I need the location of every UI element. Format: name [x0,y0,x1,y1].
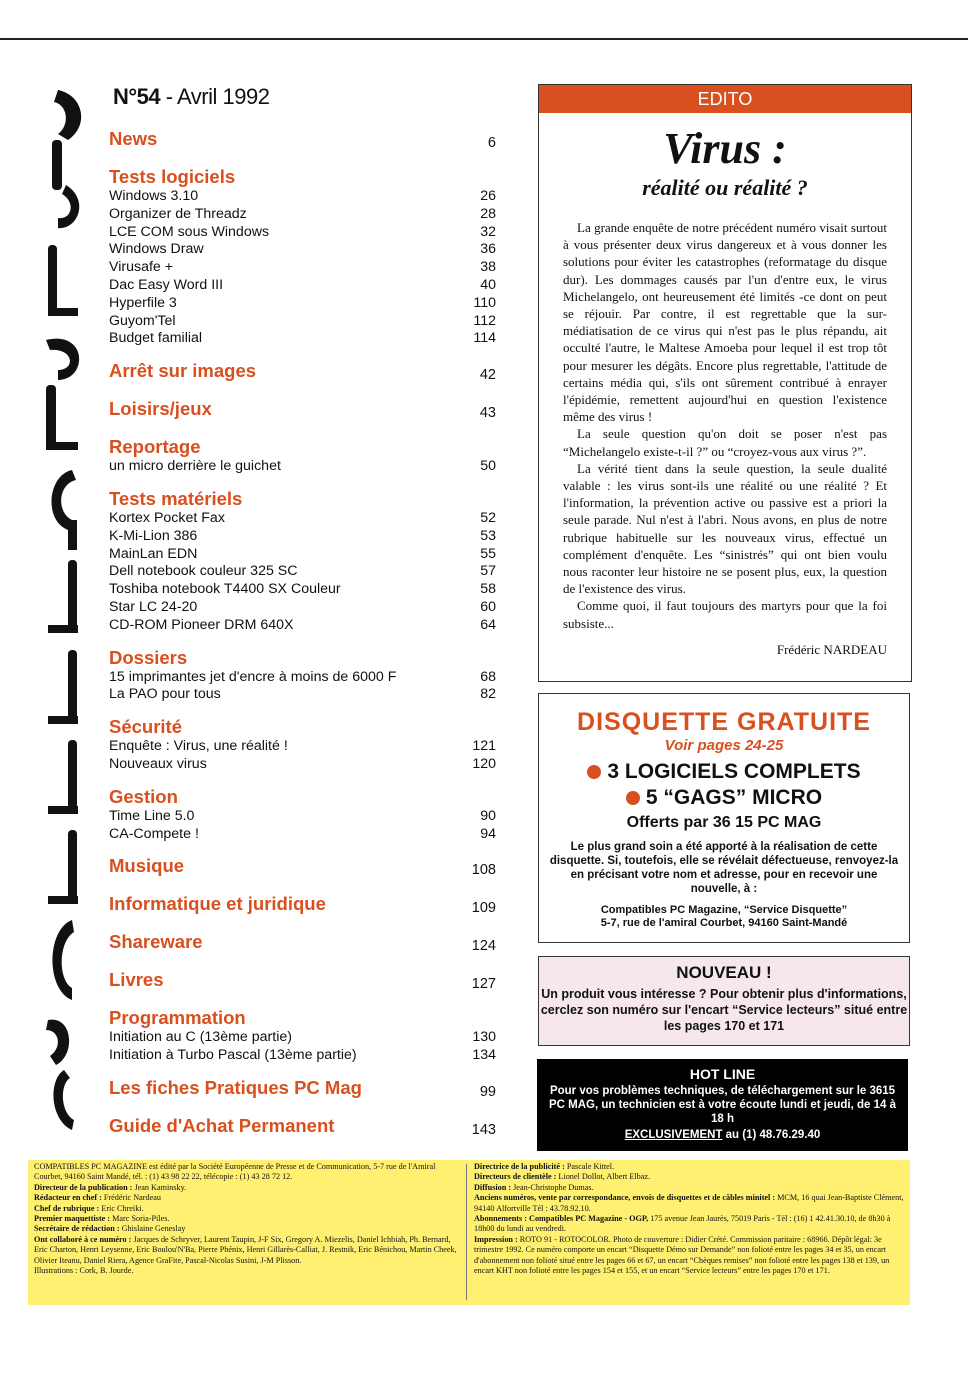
toc-section-heading [109,398,499,424]
toc-section-title: Loisirs/jeux [109,398,212,420]
toc-section-heading [109,969,499,995]
credit-text: Frédéric Nardeau [101,1193,161,1203]
toc-item [109,510,499,528]
toc-item-label: un micro derrière le guichet [109,458,281,475]
edito-paragraph: Comme quoi, il faut toujours des martyrs pour que la foi subsiste... [563,598,887,631]
toc-item-label: Organizer de Threadz [109,205,247,222]
toc-section-heading [109,488,499,510]
toc-section-heading [109,128,499,154]
hotline-phone: au (1) 48.76.29.40 [722,1129,821,1141]
disquette-note: Le plus grand soin a été apporté à la réalisation de cette disquette. Si, toutefois, elle se révélait défectueuse, renvoyez-la en précisant votre nom et adresse, pour en recevoir une nouvelle, à : [549,841,899,895]
toc-item [109,756,499,774]
toc-section-heading [109,786,499,808]
toc-section-heading [109,1007,499,1029]
toc-page-number: 6 [487,135,496,151]
toc-section-title: Tests matériels [109,487,243,509]
toc-item [109,581,499,599]
toc-item-label: Time Line 5.0 [109,807,195,824]
toc-section-title: Reportage [109,436,201,458]
toc-page-number: 58 [480,581,496,598]
toc-section-heading [109,716,499,738]
disquette-address [539,904,909,930]
credit-text: Marc Soria-Piles. [110,1214,170,1224]
credits-right [474,1162,904,1276]
credit-line [34,1204,462,1214]
toc-item-label: Dell notebook couleur 325 SC [109,563,298,580]
issue-header [113,84,269,110]
toc-item-label: K-Mi-Lion 386 [109,527,198,544]
hotline-exclusive-word: EXCLUSIVEMENT [624,1129,723,1141]
edito-subtitle: réalité ou réalité ? [642,175,808,200]
credit-line [474,1183,904,1193]
disquette-title: DISQUETTE GRATUITE [577,708,871,736]
credit-role: Rédacteur en chef : [34,1193,102,1203]
toc-page-number: 121 [472,738,496,755]
toc-page-number: 134 [472,1047,496,1064]
toc-page-number: 94 [480,825,496,842]
toc-section [109,786,499,844]
disquette-address-line-2: 5-7, rue de l'amiral Courbet, 94160 Saint-Mandé [600,917,848,929]
toc-page-number: 99 [479,1083,496,1100]
toc-item [109,617,499,635]
toc-item-label: Hyperfile 3 [109,294,177,311]
toc-item [109,295,499,313]
toc-page-number: 52 [480,509,496,526]
toc-page-number: 28 [480,205,496,222]
sommaire-logo [28,80,98,1140]
credit-text: Jacques de Schryver, Laurent Taupin, J-F Six, Gregory A. Miezelis, Daniel Ichbiah, Ph. Bernard, Eric Charton, Henri Leysenne, Eric Boulou'N'Ba, Pierre Phénix, Henri Gillarès-Calliat, J. Restnik, Eric Bénichou, Martin Cheek, Olivier Iteanu, Daniel Riera, Agence GraFite, Pascal-Nicolas Susini, J-M Plisson. [34,1234,457,1265]
toc-item [109,330,499,348]
toc-page-number: 127 [471,976,496,993]
toc-section [109,855,499,881]
toc-item-label: Initiation à Turbo Pascal (13ème partie) [109,1047,357,1064]
credit-text: Illustrations : Cork, B. Jourde. [34,1266,134,1276]
credit-text: Pascale Kittel. [564,1162,615,1171]
credit-role: Anciens numéros, vente par correspondance, envois de disquettes et de câbles minitel : [474,1193,776,1203]
toc-item-label: Star LC 24-20 [109,598,198,615]
credit-role: Chef de rubrique : [34,1203,100,1213]
toc-section-title: Informatique et juridique [109,893,326,915]
toc-section-title: News [109,128,158,149]
toc-item [109,259,499,277]
toc-section-title: Les fiches Pratiques PC Mag [109,1076,362,1098]
toc-page-number: 130 [472,1029,496,1046]
toc-section [109,931,499,957]
toc-item [109,188,499,206]
toc-section [109,166,499,348]
edito-body [563,219,887,632]
toc-item [109,669,499,687]
credit-role: Impression : [474,1234,518,1244]
disquette-line-2 [539,786,909,810]
credit-role: Directeur de la publication : [34,1182,133,1192]
credit-line [34,1183,462,1193]
toc-item [109,313,499,331]
credits-divider [466,1164,467,1300]
toc-page-number: 43 [479,405,496,422]
toc-item-label: Windows 3.10 [109,188,199,204]
toc-item-label: Dac Easy Word III [109,276,224,293]
toc-item [109,224,499,242]
top-scan-band [0,0,968,40]
toc-item-label: Budget familial [109,330,203,347]
disquette-subtitle: Voir pages 24-25 [664,737,784,754]
toc-page-number: 108 [471,862,496,879]
edito-paragraph: La vérité tient dans la seule question, la seule dualité valable : les virus sont-ils une réalité ou une réalité ? Et l'information, la prévention active ou passive est a priori la seule parade. Nul n'est à l'abri. Nous avons, en plus de notre rubrique habituelle sur les nouveaux virus, effectué un complément d'enquête. Les “sinistrés” qui ont bien voulu nous raconter leur histoire ne se posent plus, eux, la question de l'existence des virus. [563,460,887,597]
toc-page-number: 50 [480,458,496,475]
toc-page-number: 60 [480,598,496,615]
disquette-address-line-1: Compatibles PC Magazine, “Service Disquette” [600,904,848,916]
toc-page-number: 38 [480,259,496,276]
toc-item [109,738,499,756]
toc-section-title: Sécurité [109,716,183,738]
credit-text: Lionel Dollot, Albert Elbaz. [556,1172,651,1182]
toc-page-number: 90 [480,807,496,824]
toc-item [109,206,499,224]
toc-section-heading [109,166,499,188]
credit-line [34,1162,462,1183]
toc-section-heading [109,360,499,386]
toc-item [109,826,499,844]
toc-section-title: Shareware [109,931,203,953]
toc-page-number: 32 [480,223,496,240]
credit-text: COMPATIBLES PC MAGAZINE est édité par la Société Européenne de Presse et de Communication, 5-7 rue de l'Amiral Courbet, 94160 Saint Mandé, tél. : (1) 43 98 22 22, télécopie : (1) 43 28 72 12. [34,1162,436,1182]
toc-page-number: 57 [480,563,496,580]
toc-page-number: 68 [480,668,496,685]
toc-section-title: Tests logiciels [109,166,236,187]
toc-section [109,716,499,774]
edito-paragraph: La grande enquête de notre précédent numéro visait surtout à vous présenter deux virus dangereux et à vous donner les solutions pour éviter les catastrophes (reformatage du disque dur). Les dommages causés par l'un d'entre eux, le virus Michelangelo, ont heureusement été limités -ce dont on peut se réjouir. Par contre, il est regrettable que la sur-médiatisation de ce virus qui n'est pas le plus répandu, ait occulté l'autre, le Maltese Amoeba pour lequel il est trop tôt pour mesurer les dégâts. Encore plus regrettable, l'attitude de certains média qui, s'ils ont sûrement contribué à enrayer l'épidémie, remettent aujourd'hui en question l'existence même des virus ! [563,220,887,425]
toc-item-label: Nouveaux virus [109,755,207,772]
disquette-line-2-text: 5 “GAGS” MICRO [645,786,823,809]
toc-section-heading [109,1115,499,1141]
toc-item-label: CA-Compete ! [109,825,199,842]
toc-item-label: Virusafe + [109,259,174,276]
toc-item [109,277,499,295]
toc-section-heading [109,931,499,957]
toc-section-title: Dossiers [109,646,188,668]
toc-section [109,1077,499,1103]
toc-page-number: 42 [479,367,496,384]
credit-line [34,1235,462,1266]
toc-section-heading [109,1077,499,1103]
toc-page-number: 26 [480,188,496,204]
credit-text: MCM, 16 quai Jean-Baptiste Clément, 94140 Alfortville Tél : 43.78.92.10. [474,1193,904,1213]
credit-text: Jean Kaminsky. [132,1182,187,1192]
toc-section-title: Guide d'Achat Permanent [109,1114,335,1136]
disquette-box [538,693,910,943]
toc-page-number: 55 [480,545,496,562]
toc-item [109,546,499,564]
issue-number: N°54 [113,84,161,109]
credit-role: Premier maquettiste : [34,1214,111,1224]
toc-item-label: MainLan EDN [109,545,198,562]
issue-date: - Avril 1992 [165,84,270,109]
toc-item-label: Kortex Pocket Fax [109,509,225,526]
credit-line [474,1172,904,1182]
credit-line [474,1162,904,1172]
toc-page-number: 64 [480,616,496,633]
hotline-title: HOT LINE [689,1066,756,1082]
toc-item-label: Windows Draw [109,241,204,258]
toc-item-label: Initiation au C (13ème partie) [109,1029,292,1046]
nouveau-title: NOUVEAU ! [676,963,772,982]
edito-label: EDITO [539,85,911,113]
toc-section [109,1007,499,1065]
toc-page-number: 120 [472,755,496,772]
toc-section-title: Musique [109,855,185,877]
toc-item [109,1029,499,1047]
toc-item [109,528,499,546]
hotline-body: Pour vos problèmes techniques, de téléchargement sur le 3615 PC MAG, un technicien est à votre écoute lundi et jeudi, de 14 à 18 h [549,1085,896,1125]
credit-text: Eric Chreiki. [99,1203,144,1213]
toc-section [109,969,499,995]
toc-section [109,647,499,705]
hotline-exclusive [537,1129,908,1141]
toc-item-label: Guyom'Tel [109,312,176,329]
edito-title: Virus : [663,124,787,173]
toc-page-number: 109 [471,900,496,917]
bullet-icon [587,765,601,779]
credit-text: Jean-Christophe Dumas. [511,1182,594,1192]
disquette-line-1-text: 3 LOGICIELS COMPLETS [607,760,861,783]
credit-line [474,1214,904,1235]
bullet-icon [626,791,640,805]
toc-item [109,241,499,259]
credit-role: Secrétaire de rédaction : [34,1224,120,1234]
toc-item-label: Enquête : Virus, une réalité ! [109,738,288,755]
toc-section-heading [109,893,499,919]
nouveau-box [538,956,910,1046]
disquette-line-1 [539,760,909,784]
toc-item-label: Toshiba notebook T4400 SX Couleur [109,581,341,598]
toc-item [109,686,499,704]
toc-item-label: La PAO pour tous [109,686,221,703]
table-of-contents [109,128,499,1141]
toc-item [109,808,499,826]
credit-line [34,1266,462,1276]
credit-role: Directrice de la publicité : [474,1162,565,1171]
toc-section-title: Arrêt sur images [109,360,257,382]
toc-section [109,488,499,635]
credit-role: Abonnements : Compatibles PC Magazine - OGP, [474,1214,649,1224]
toc-item [109,563,499,581]
toc-section-title: Gestion [109,785,178,807]
toc-page-number: 40 [480,276,496,293]
toc-page-number: 114 [473,330,496,347]
toc-page-number: 124 [471,938,496,955]
nouveau-body: Un produit vous intéresse ? Pour obtenir plus d'informations, cerclez son numéro sur l'encart “Service lecteurs” situé entre les pages 170 et 171 [540,987,908,1033]
edito-paragraph: La seule question qu'on doit se poser n'est pas “Michelangelo existe-t-il ?” ou “croyez-vous aux virus ?”. [563,426,887,459]
toc-section-heading [109,647,499,669]
disquette-offer: Offerts par 36 15 PC MAG [626,814,822,831]
toc-section-title: Programmation [109,1007,246,1029]
toc-page-number: 143 [471,1121,496,1138]
credit-text: 175 avenue Jean Jaurès, 75019 Paris - Tél : (16) 1 42.41.30.10, de 8h30 à 18h00 du lundi au vendredi. [474,1214,891,1234]
toc-item [109,599,499,617]
credit-role: Ont collaboré à ce numéro : [34,1234,132,1244]
credit-line [34,1193,462,1203]
toc-item-label: 15 imprimantes jet d'encre à moins de 6000 F [109,668,397,685]
credit-role: Directeurs de clientèle : [474,1172,557,1182]
toc-section [109,128,499,154]
toc-item-label: CD-ROM Pioneer DRM 640X [109,616,294,633]
credit-text: Ghislaine Geneslay [119,1224,186,1234]
toc-item [109,1047,499,1065]
credit-role: Diffusion : [474,1182,512,1192]
edito-box [538,84,912,682]
credits-box [28,1160,910,1305]
toc-section [109,436,499,476]
toc-page-number: 53 [480,527,496,544]
credits-left [34,1162,462,1276]
credit-text: ROTO 91 - ROTOCOLOR. Photo de couverture : Didier Crété. Commission paritaire : 68966. Dépôt légal: 3e trimestre 1992. Ce numéro comporte un encart “Disquette Démo sur Demande” non folioté entre les pages 34 et 35, un encart d'abonnement non folioté situé entre les pages 66 et 67, un encart “Chèques remises” non folioté entre les pages 138 et 139, un encart KHT non folioté entre les pages 154 et 155, et un encart “Service lecteurs” entre les pages 170 et 171. [474,1234,890,1276]
credit-line [34,1214,462,1224]
credit-line [474,1193,904,1214]
credit-line [474,1235,904,1277]
toc-section-heading [109,436,499,458]
toc-section [109,893,499,919]
toc-page-number: 82 [480,686,496,703]
toc-page-number: 110 [473,294,496,311]
edito-signature: Frédéric NARDEAU [776,641,887,657]
toc-page-number: 36 [480,241,496,258]
toc-item [109,458,499,476]
credit-line [34,1224,462,1234]
toc-page-number: 112 [473,312,496,329]
toc-section-title: Livres [109,969,164,991]
toc-section-heading [109,855,499,881]
toc-section [109,398,499,424]
toc-item-label: LCE COM sous Windows [109,223,270,240]
hotline-box [537,1059,908,1151]
toc-section [109,1115,499,1141]
toc-section [109,360,499,386]
